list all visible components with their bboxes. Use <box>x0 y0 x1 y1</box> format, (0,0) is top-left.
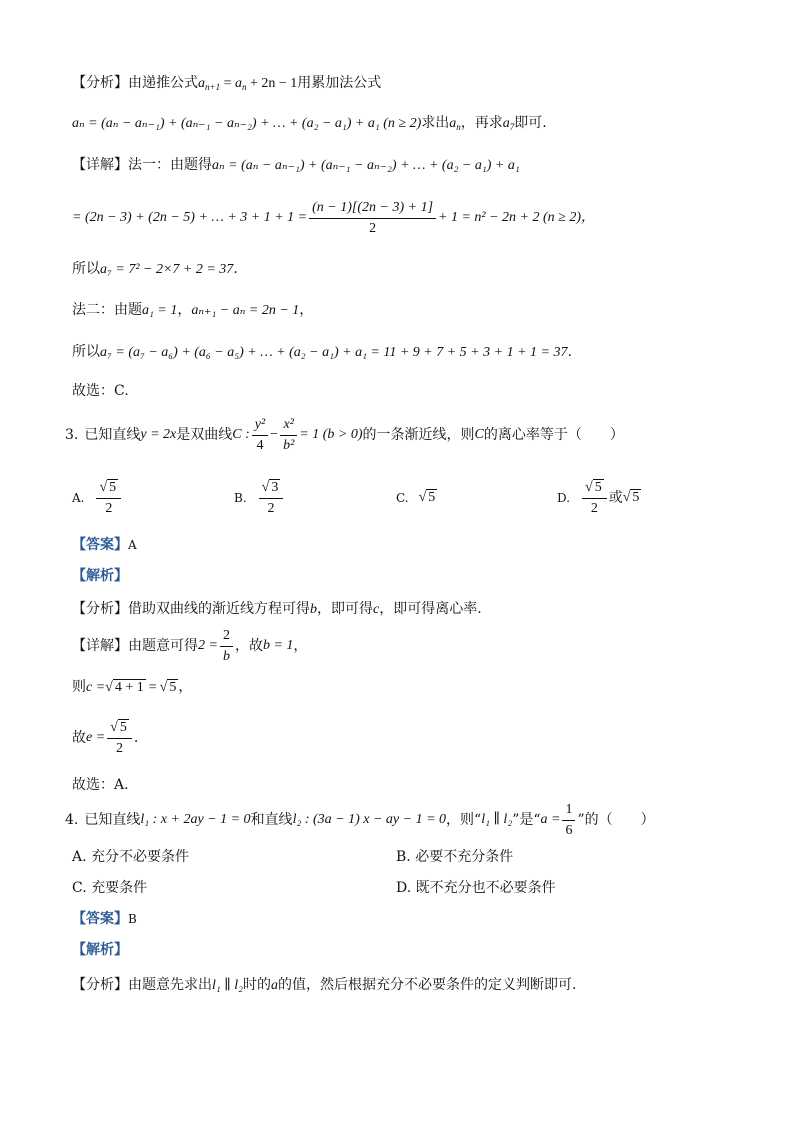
line-l1: l₁ : x + 2ay − 1 = 0 <box>140 812 251 827</box>
a7-formula: a₇ = 7² − 2×7 + 2 = 37 <box>100 262 234 277</box>
text: ”是“ <box>512 812 541 828</box>
text: 已知直线 <box>84 812 141 828</box>
label-answer: 【答案】 <box>72 911 128 927</box>
formula: C <box>474 427 484 442</box>
method2-line <box>72 303 313 318</box>
text: ， <box>293 638 308 654</box>
text: 的一条渐近线，则 <box>362 427 475 443</box>
method2-result <box>72 345 572 360</box>
sum-left: = (2n − 3) + (2n − 5) + … + 3 + 1 + 1 = <box>72 210 308 225</box>
detail-line-3 <box>72 262 238 277</box>
label-analysis: 【分析】 <box>72 75 128 91</box>
fraction: $\frac{√ 5}{2}$ <box>96 480 121 516</box>
fraction: $\frac{1}{6}$ <box>562 802 575 838</box>
fraction: $\frac{√ 5}{2}$ <box>107 720 132 756</box>
answer-line <box>72 912 137 926</box>
formula: C : <box>232 427 250 442</box>
sum-fraction <box>309 200 436 236</box>
option-label: A. <box>72 491 85 505</box>
text: 是双曲线 <box>176 427 233 443</box>
formula: a₁ = 1 <box>142 303 178 318</box>
a-n: $a_n$ <box>449 116 461 132</box>
text: 的离心率等于（ ） <box>483 427 624 443</box>
fraction: $\frac{2}{b}$ <box>220 628 233 664</box>
parallel-condition: l₁ ∥ l₂ <box>212 978 243 993</box>
text: ，则“ <box>446 812 482 828</box>
text: 法二：由题 <box>72 302 142 318</box>
text: ， <box>178 679 193 695</box>
formula: a = <box>540 812 561 827</box>
text: 用累加法公式 <box>297 75 382 91</box>
detail-line-2 <box>72 196 595 240</box>
text: ， <box>299 302 314 318</box>
formula: b = 1 <box>262 638 294 653</box>
sum-right: + 1 = n² − 2n + 2 (n ≥ 2)， <box>438 210 596 225</box>
text: 则 <box>72 679 86 695</box>
question-number: 4. <box>65 812 79 828</box>
label-explanation: 【解析】 <box>72 942 128 958</box>
option-b[interactable]: B. 必要不充分条件 <box>396 849 514 865</box>
text: 时的 <box>242 977 271 993</box>
fraction: $\frac{√ 3}{2}$ <box>259 480 284 516</box>
answer-value: B <box>128 912 137 926</box>
q3-analysis <box>72 602 482 617</box>
q3-detail-2: 则c =√ 4 + 1 = √ 5 ， <box>72 679 193 695</box>
question-number: 3. <box>65 427 79 443</box>
label-detail: 【详解】 <box>72 638 128 654</box>
text: . <box>567 344 572 360</box>
formula: = 1 (b > 0) <box>299 427 363 442</box>
text: 的值，然后根据充分不必要条件的定义判断即可. <box>277 977 577 993</box>
analysis-line-1 <box>72 76 381 92</box>
text: 由题意可得 <box>128 638 198 654</box>
question-3-stem: 3. 已知直线 y = 2x 是双曲线 C : $\frac{\text{y²}}{4}$ − $\frac{\text{x²}}{\text{b²}}$ = 1 (b > 0) 的一条渐近线，则 C 的离心率等于（ ） <box>65 417 624 453</box>
formula: y = 2x <box>140 427 177 442</box>
option-c[interactable]: C. 充要条件 <box>72 880 148 896</box>
q3-detail-1 <box>72 628 307 664</box>
text: ，即可得 <box>317 601 373 617</box>
text: 求出 <box>421 115 450 131</box>
fraction-denominator: 2 <box>369 220 377 236</box>
option-label: C. <box>396 491 409 505</box>
question-4-stem <box>65 802 655 838</box>
option-c[interactable] <box>396 478 437 518</box>
text: 借助双曲线的渐近线方程可得 <box>128 601 310 617</box>
sum-formula: aₙ = (aₙ − aₙ₋₁) + (aₙ₋₁ − aₙ₋₂) + … + (a₂ − a₁) + a₁ <box>212 158 520 173</box>
a-7: $a_7$ <box>502 116 515 132</box>
fraction: $\frac{\text{y²}}{4}$ <box>252 417 268 453</box>
formula: a₇ = (a₇ − a₆) + (a₆ − a₅) + … + (a₂ − a₁) + a₁ = 11 + 9 + 7 + 5 + 3 + 1 + 1 = 37 <box>100 345 568 360</box>
text: ”的（ ） <box>577 812 655 828</box>
text: ，即可得离心率. <box>379 601 482 617</box>
text: 已知直线 <box>84 427 141 443</box>
explanation-label <box>72 943 128 957</box>
answer-line <box>72 538 137 552</box>
option-a[interactable] <box>72 478 123 518</box>
label-analysis: 【分析】 <box>72 601 128 617</box>
text: 法一：由题得 <box>128 157 212 173</box>
var-a: a <box>270 978 278 993</box>
text: 故 <box>72 730 86 746</box>
option-a[interactable]: A. 充分不必要条件 <box>72 849 190 865</box>
label-analysis: 【分析】 <box>72 977 128 993</box>
line-l2: l₂ : (3a − 1) x − ay − 1 = 0 <box>292 812 447 827</box>
choose-line: 故选：C. <box>72 383 129 399</box>
option-b[interactable] <box>234 478 285 518</box>
option-d[interactable] <box>557 478 641 518</box>
text: 或 <box>608 490 623 506</box>
text: ，再求 <box>460 115 503 131</box>
text: 即可. <box>514 115 547 131</box>
label-detail: 【详解】 <box>72 157 128 173</box>
formula: 2 = <box>198 638 218 653</box>
var-c: c <box>373 602 380 617</box>
text: ，故 <box>234 638 263 654</box>
option-label: B. <box>234 491 247 505</box>
text: 所以 <box>72 344 100 360</box>
text: 由题意先求出 <box>128 977 212 993</box>
q3-detail-3 <box>72 716 138 760</box>
formula: e = <box>86 730 106 745</box>
answer-value: A <box>128 538 137 552</box>
text: 和直线 <box>250 812 293 828</box>
explanation-label <box>72 569 128 583</box>
fraction: $\frac{√ 5}{2}$ <box>582 480 607 516</box>
option-d[interactable]: D. 既不充分也不必要条件 <box>396 880 556 896</box>
fraction-numerator: (n − 1)[(2n − 3) + 1] <box>309 200 436 218</box>
text: 所以 <box>72 261 100 277</box>
sum-formula: aₙ = (aₙ − aₙ₋₁) + (aₙ₋₁ − aₙ₋₂) + … + (a₂ − a₁) + a₁ (n ≥ 2) <box>72 116 422 131</box>
formula: c = <box>86 680 106 695</box>
sqrt: √ 5 <box>418 490 436 505</box>
recurrence-formula: $a_{n+1} = a_n + 2n - 1$ <box>198 76 298 92</box>
q4-analysis <box>72 978 576 993</box>
option-label: D. <box>557 491 571 505</box>
analysis-line-2 <box>72 116 547 132</box>
text: . <box>233 261 238 277</box>
text: . <box>133 730 139 746</box>
label-explanation: 【解析】 <box>72 568 128 584</box>
var-b: b <box>310 602 317 617</box>
parallel-condition: l₁ ∥ l₂ <box>481 812 513 827</box>
label-answer: 【答案】 <box>72 537 128 553</box>
formula: aₙ₊₁ − aₙ = 2n − 1 <box>191 303 300 318</box>
fraction: $\frac{\text{x²}}{\text{b²}}$ <box>280 417 297 453</box>
detail-line-1 <box>72 158 520 173</box>
sqrt: √ 5 <box>622 490 640 505</box>
text: 由递推公式 <box>128 75 198 91</box>
q3-choose: 故选：A. <box>72 777 129 793</box>
text: ， <box>177 302 192 318</box>
